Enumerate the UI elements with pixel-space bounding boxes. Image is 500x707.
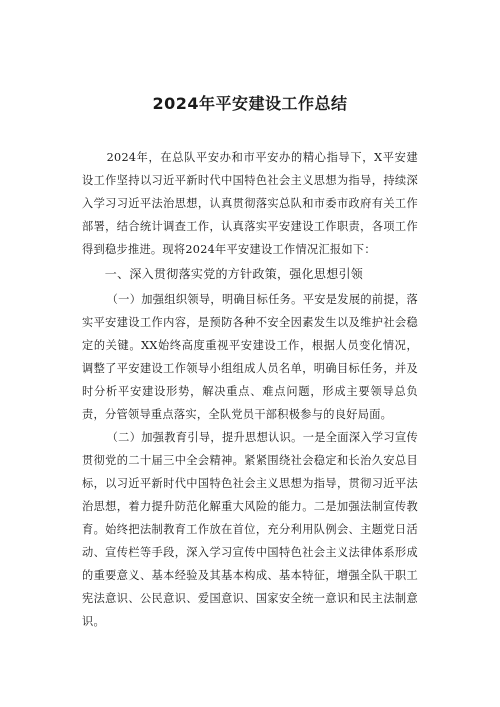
section-heading: 一、深入贯彻落实党的方针政策，强化思想引领: [104, 267, 364, 281]
section-paragraph-1: （一）加强组织领导，明确目标任务。平安是发展的前提，落实平安建设工作内容，是预防各种不安全因素发生以及维护社会稳定的关键。XX始终高度重视平安建设工作，根据人员变化情况，调整了平安建设工作领导小组组成人员名单，明确目标任务，并及时分析平安建设形势，解决重点、难点问题，形成主要领导总负责，分管领导重点落实，全队党员干部积极参与的良好局面。: [82, 293, 418, 421]
document-title: 2024年平安建设工作总结: [152, 94, 348, 113]
intro-paragraph: 2024年，在总队平安办和市平安办的精心指导下，X平安建设工作坚持以习近平新时代中国特色社会主义思想为指导，持续深入学习习近平法治思想，认真贯彻落实总队和市委市政府有关工作部署，结合统计调查工作，认真落实平安建设工作职责，各项工作得到稳步推进。现将2024年平安建设工作情况汇报如下：: [82, 151, 418, 256]
section-paragraph-2: （二）加强教育引导，提升思想认识。一是全面深入学习宣传贯彻党的二十届三中全会精神。紧紧围绕社会稳定和长治久安总目标，以习近平新时代中国特色社会主义思想为指导，贯彻习近平法治思想，着力提升防范化解重大风险的能力。二是加强法制宣传教育。始终把法制教育工作放在首位，充分利用队例会、主题党日活动、宣传栏等手段，深入学习宣传中国特色社会主义法律体系形成的重要意义、基本经验及其基本构成、基本特征，增强全队干职工宪法意识、公民意识、爱国意识、国家安全统一意识和民主法制意识。: [82, 431, 418, 628]
